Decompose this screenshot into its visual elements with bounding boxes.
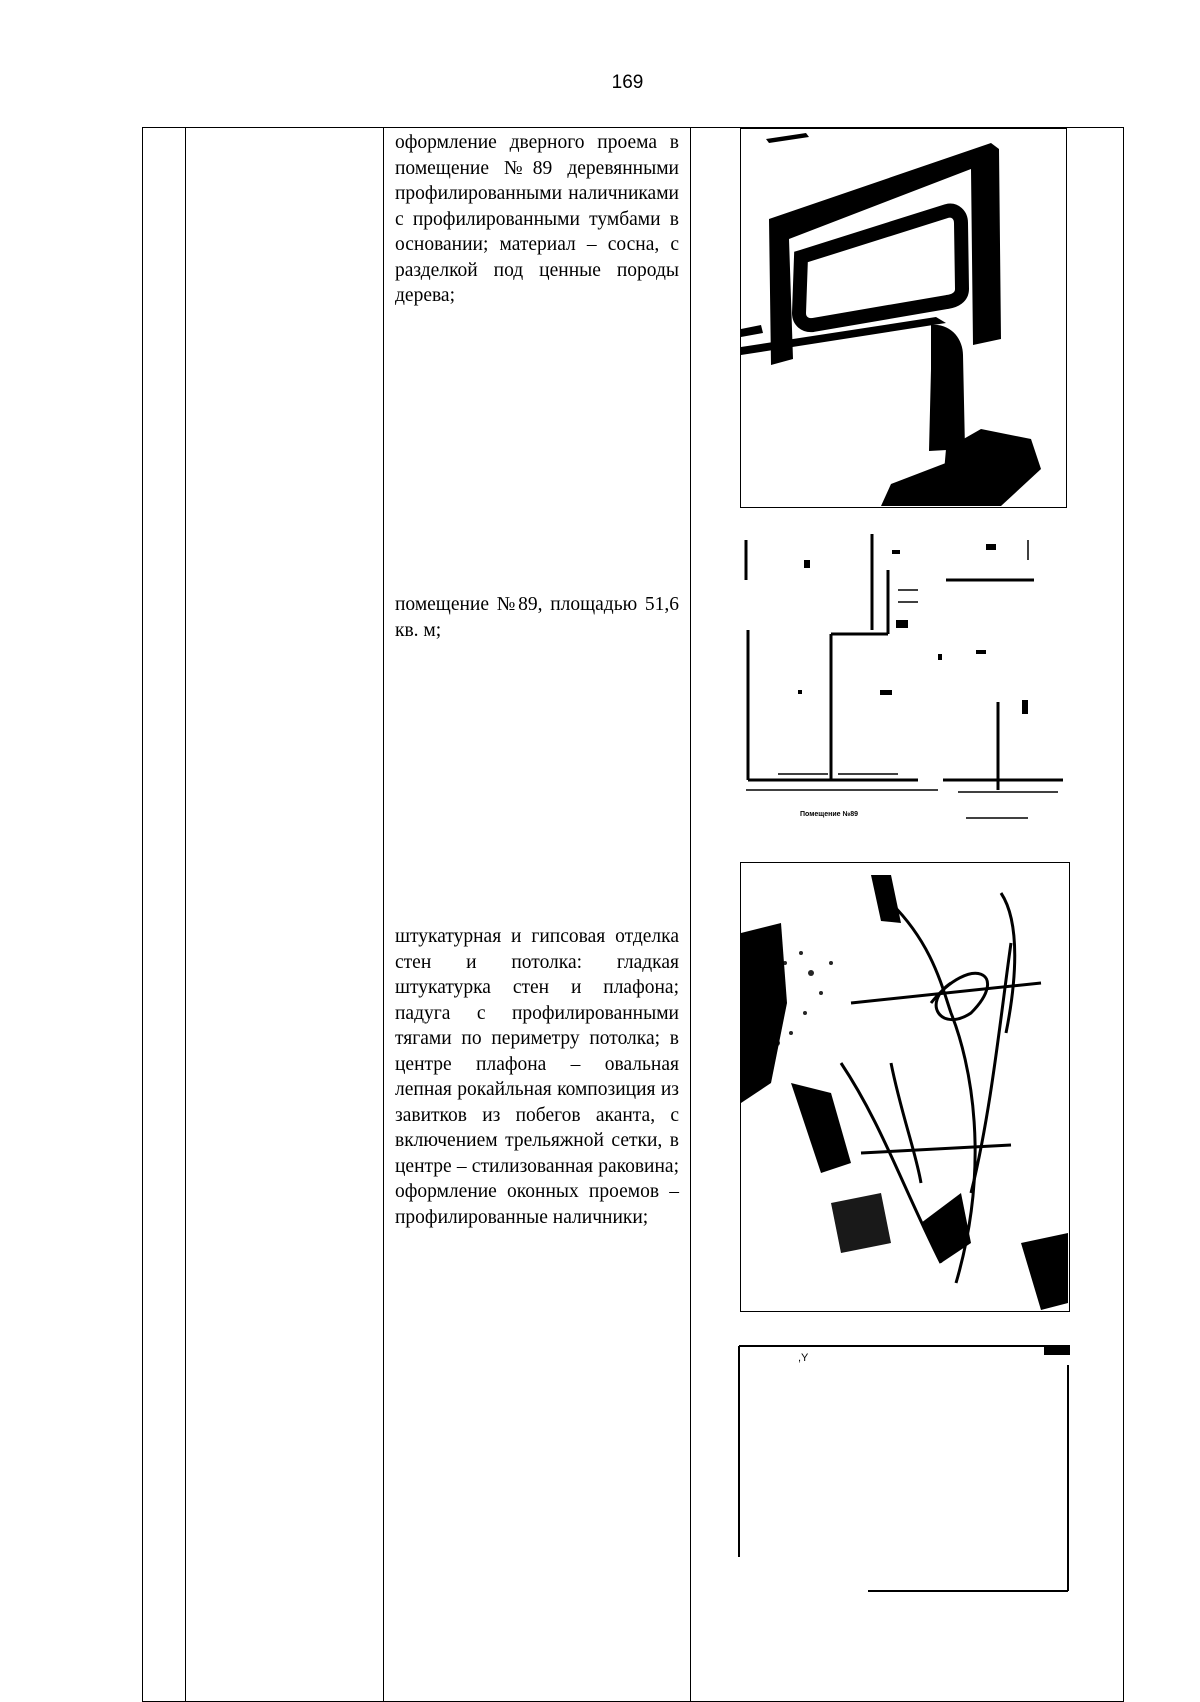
doorway-photo bbox=[740, 128, 1067, 508]
description-doorway: оформление дверного проема в помещение №89 деревянными профилированными наличниками с профилированными тумбами в основании; материал – сосна, с разделкой под ценные породы дерева; bbox=[395, 132, 679, 306]
page-number: 169 bbox=[611, 72, 644, 93]
floor-plan-caption: Помещение №89 bbox=[800, 811, 859, 818]
svg-text:,Y: ,Y bbox=[798, 1352, 809, 1364]
floor-plan bbox=[738, 530, 1070, 830]
column-divider bbox=[185, 128, 186, 1701]
column-divider bbox=[383, 128, 384, 1701]
description-finishing: штукатурная и гипсовая отделка стен и потолка: гладкая штукатурка стен и плафона; падуга с профилированными тягами по периметру потолка; в центре плафона – овальная лепная рокайльная композиция из завитков из побегов аканта, с включением трельяжной сетки, в центре – стилизованная раковина; оформление оконных проемов – профилированные наличники; bbox=[395, 926, 679, 1228]
column-divider bbox=[690, 128, 691, 1701]
wall-photo bbox=[738, 1345, 1070, 1593]
description-room: помещение №89, площадью 51,6 кв. м; bbox=[395, 594, 679, 641]
ceiling-photo bbox=[740, 862, 1070, 1312]
